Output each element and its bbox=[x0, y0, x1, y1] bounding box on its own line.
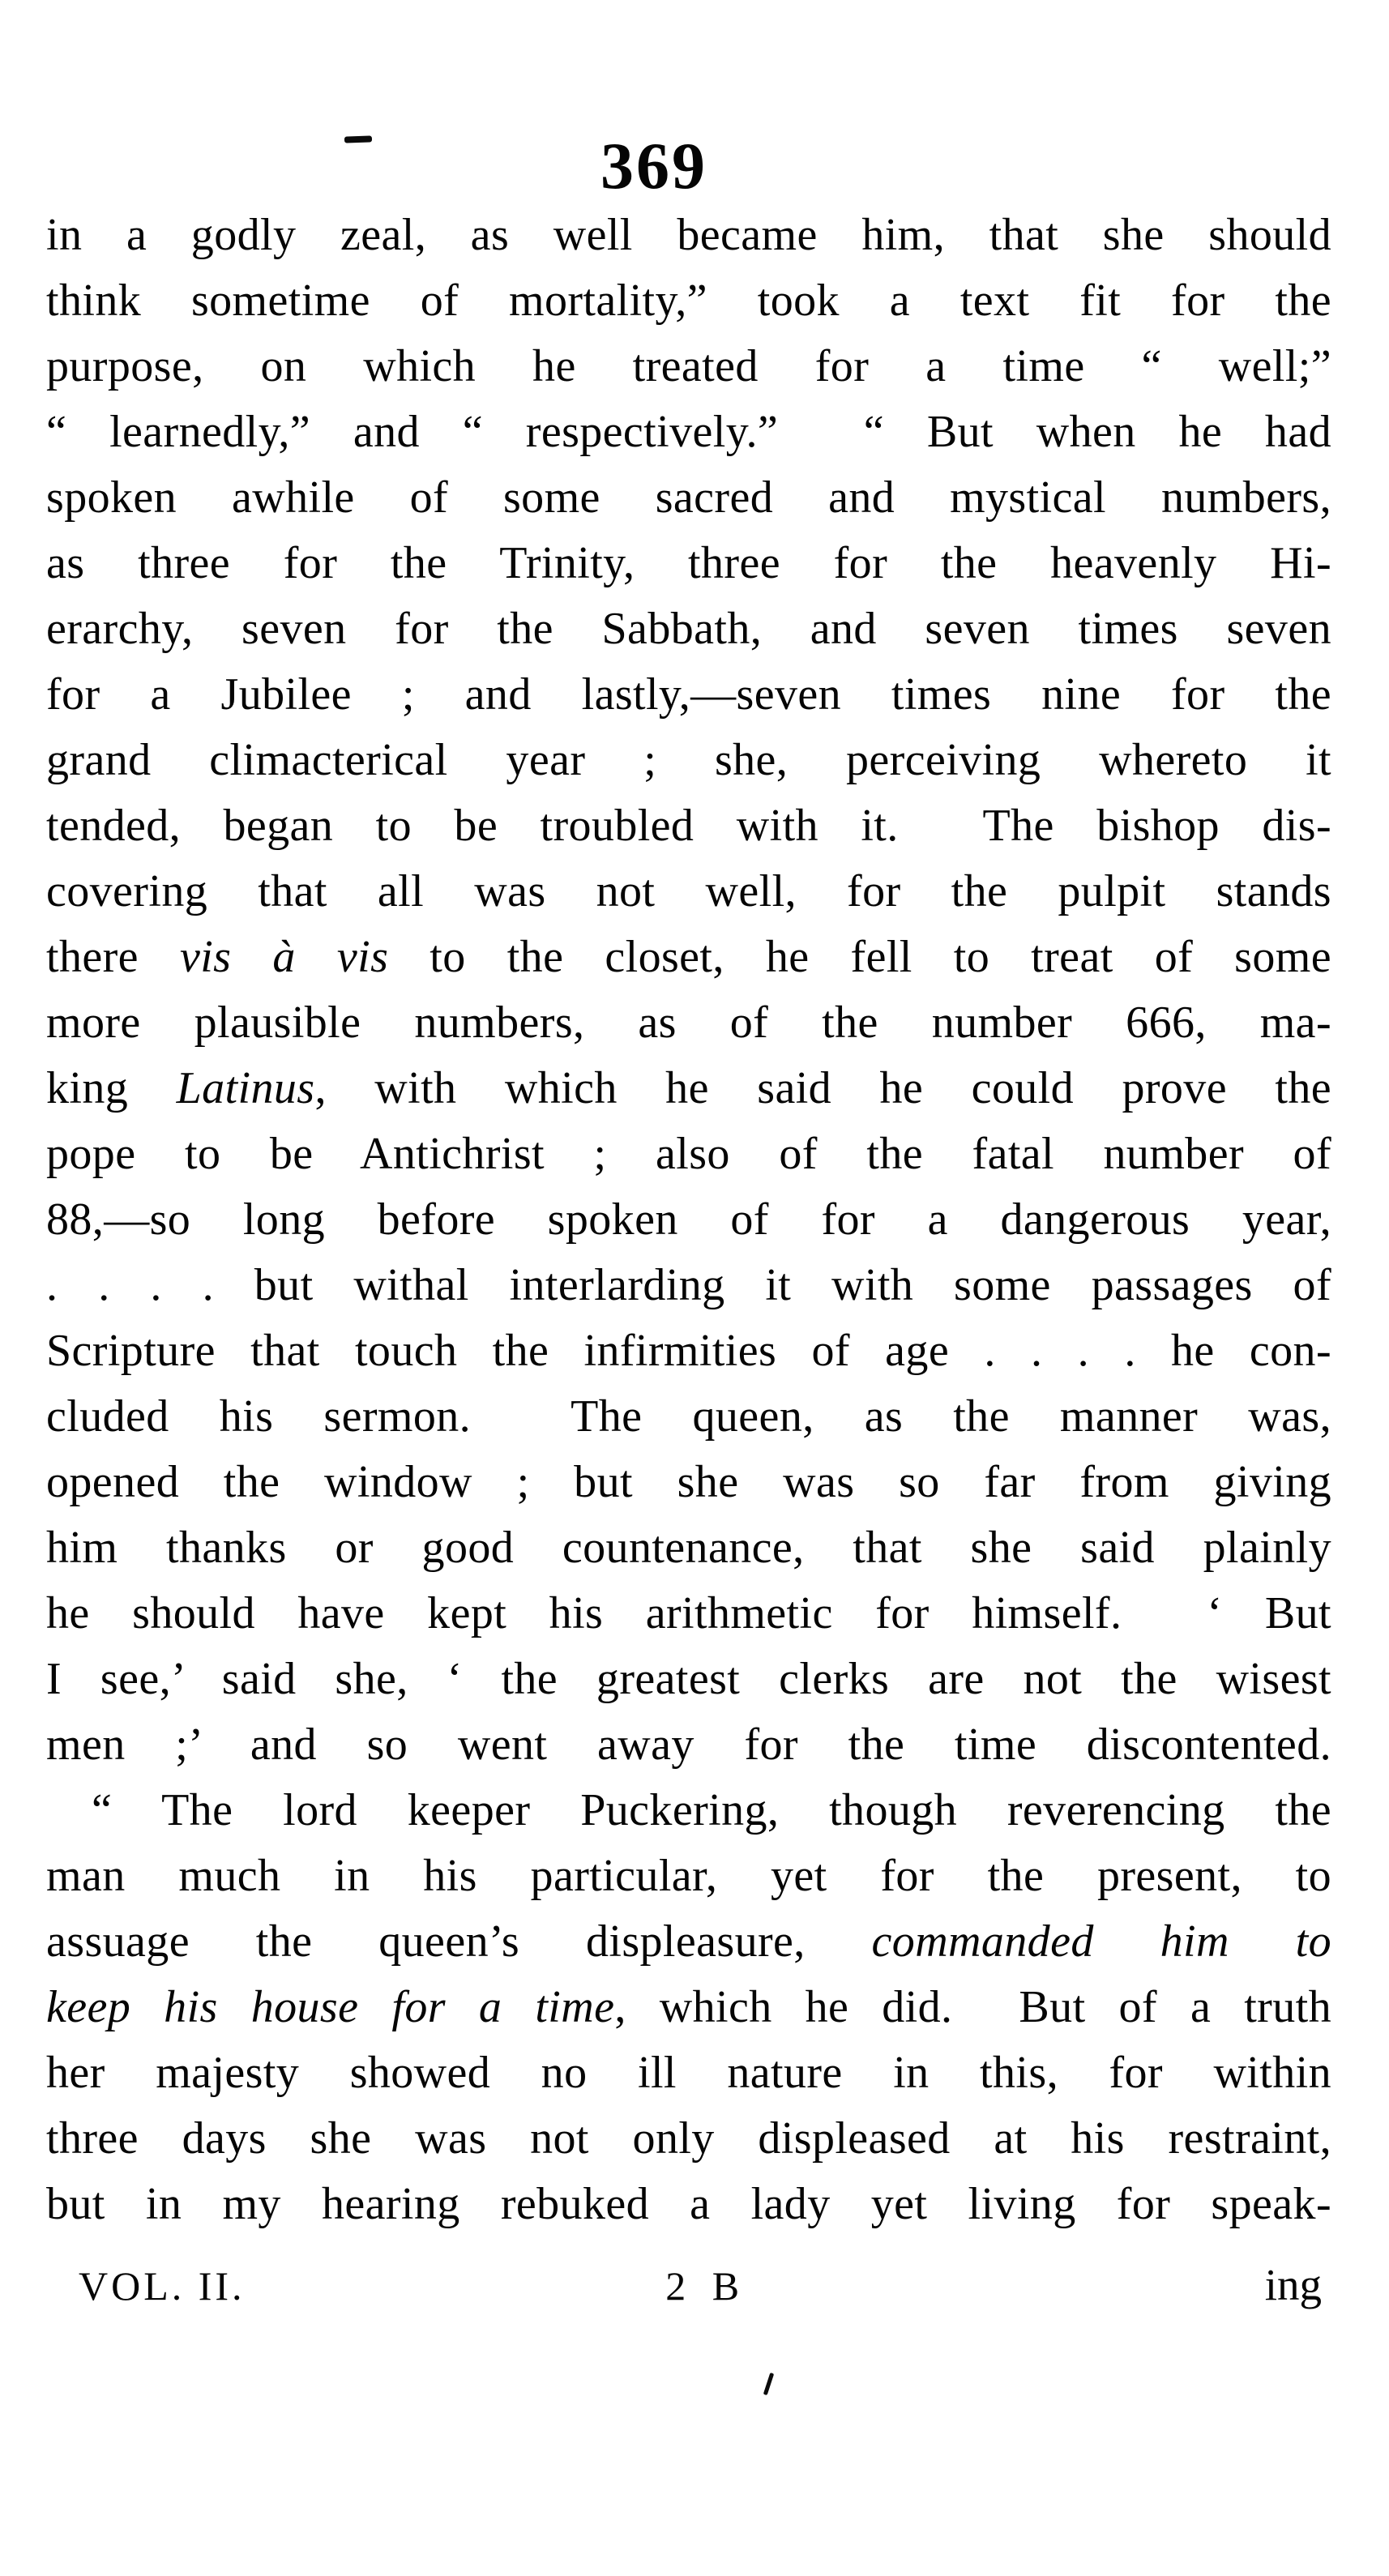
volume-label: VOL. II. bbox=[79, 2263, 246, 2309]
text-line bbox=[46, 1121, 1331, 1187]
text-segment: men ;’ and so went away for the time discontented. bbox=[46, 1719, 1331, 1770]
text-segment: him thanks or good countenance, that she said plainly bbox=[46, 1523, 1331, 1573]
text-segment: 88,—so long before spoken of for a dangerous year, bbox=[46, 1194, 1331, 1245]
text-line bbox=[46, 1318, 1331, 1384]
text-segment: . . . . but withal interlarding it with some passages of bbox=[46, 1260, 1331, 1310]
text-line bbox=[46, 1909, 1331, 1975]
body-text bbox=[46, 203, 1331, 2237]
text-segment: he should have kept his arithmetic for himself. ‘ But bbox=[46, 1588, 1331, 1638]
text-segment-italic: commanded him to bbox=[871, 1916, 1331, 1967]
signature-mark: 2 B bbox=[665, 2263, 748, 2309]
text-line bbox=[46, 1450, 1331, 1515]
text-line bbox=[46, 1056, 1331, 1121]
ink-tick-mark bbox=[763, 2373, 774, 2395]
text-line bbox=[46, 1975, 1331, 2040]
text-segment: as three for the Trinity, three for the heavenly Hi- bbox=[46, 538, 1331, 588]
text-line bbox=[46, 1843, 1331, 1909]
text-line bbox=[46, 334, 1331, 399]
text-line bbox=[46, 2040, 1331, 2106]
text-segment: , which he did. But of a truth bbox=[614, 1982, 1331, 2032]
text-segment: I see,’ said she, ‘ the greatest clerks are not the wisest bbox=[46, 1654, 1331, 1704]
text-segment: in a godly zeal, as well became him, that she should bbox=[46, 210, 1331, 260]
text-segment: purpose, on which he treated for a time “ well;” bbox=[46, 341, 1331, 391]
text-segment-italic: keep his house for a time bbox=[46, 1982, 615, 2032]
text-segment: opened the window ; but she was so far from giving bbox=[46, 1457, 1331, 1507]
text-line bbox=[46, 1778, 1331, 1843]
text-line bbox=[46, 990, 1331, 1056]
text-segment: man much in his particular, yet for the present, to bbox=[46, 1851, 1331, 1901]
text-segment: king bbox=[46, 1063, 177, 1113]
text-line bbox=[46, 1647, 1331, 1712]
text-segment: cluded his sermon. The queen, as the manner was, bbox=[46, 1391, 1331, 1442]
text-segment: more plausible numbers, as of the number 666, ma- bbox=[46, 998, 1331, 1048]
text-segment: pope to be Antichrist ; also of the fatal number of bbox=[46, 1129, 1331, 1179]
text-segment: think sometime of mortality,” took a text fit for the bbox=[46, 276, 1331, 326]
text-segment: there bbox=[46, 932, 180, 982]
text-line bbox=[46, 728, 1331, 793]
text-line bbox=[46, 2106, 1331, 2172]
text-segment: Scripture that touch the infirmities of age . . . . he con- bbox=[46, 1326, 1331, 1376]
text-line bbox=[46, 596, 1331, 662]
text-line bbox=[46, 2172, 1331, 2237]
text-line bbox=[46, 1712, 1331, 1778]
text-segment-italic: vis à vis bbox=[179, 932, 389, 982]
text-line bbox=[46, 268, 1331, 334]
text-segment: “ learnedly,” and “ respectively.” “ But when he had bbox=[46, 407, 1331, 457]
text-line bbox=[46, 465, 1331, 531]
text-line bbox=[46, 1384, 1331, 1450]
text-line bbox=[46, 662, 1331, 728]
text-line bbox=[46, 1187, 1331, 1253]
text-line bbox=[46, 925, 1331, 990]
text-segment: three days she was not only displeased at his restraint, bbox=[46, 2113, 1331, 2164]
text-line bbox=[46, 531, 1331, 596]
text-segment: “ The lord keeper Puckering, though reverencing the bbox=[92, 1785, 1331, 1835]
text-line bbox=[46, 1253, 1331, 1318]
text-segment: , with which he said he could prove the bbox=[314, 1063, 1331, 1113]
catchword: ing bbox=[1264, 2260, 1322, 2309]
page-footer bbox=[46, 2259, 1331, 2310]
text-segment: erarchy, seven for the Sabbath, and seven times seven bbox=[46, 604, 1331, 654]
text-segment: but in my hearing rebuked a lady yet living for speak- bbox=[46, 2179, 1331, 2229]
text-line bbox=[46, 1515, 1331, 1581]
text-segment: for a Jubilee ; and lastly,—seven times nine for the bbox=[46, 669, 1331, 720]
text-segment: assuage the queen’s displeasure, bbox=[46, 1916, 872, 1967]
text-segment: spoken awhile of some sacred and mystical numbers, bbox=[46, 472, 1331, 523]
text-segment: her majesty showed no ill nature in this, for within bbox=[46, 2048, 1331, 2098]
text-segment: to the closet, he fell to treat of some bbox=[388, 932, 1331, 982]
text-line bbox=[46, 399, 1331, 465]
page-number: 369 bbox=[600, 129, 707, 203]
text-line bbox=[46, 1581, 1331, 1647]
text-line bbox=[46, 793, 1331, 859]
text-segment: tended, began to be troubled with it. The bishop dis- bbox=[46, 801, 1331, 851]
text-line bbox=[46, 859, 1331, 925]
text-segment-italic: Latinus bbox=[176, 1063, 315, 1113]
text-line bbox=[46, 203, 1331, 268]
text-segment: covering that all was not well, for the pulpit stands bbox=[46, 866, 1331, 916]
text-segment: grand climacterical year ; she, perceiving whereto it bbox=[46, 735, 1331, 785]
